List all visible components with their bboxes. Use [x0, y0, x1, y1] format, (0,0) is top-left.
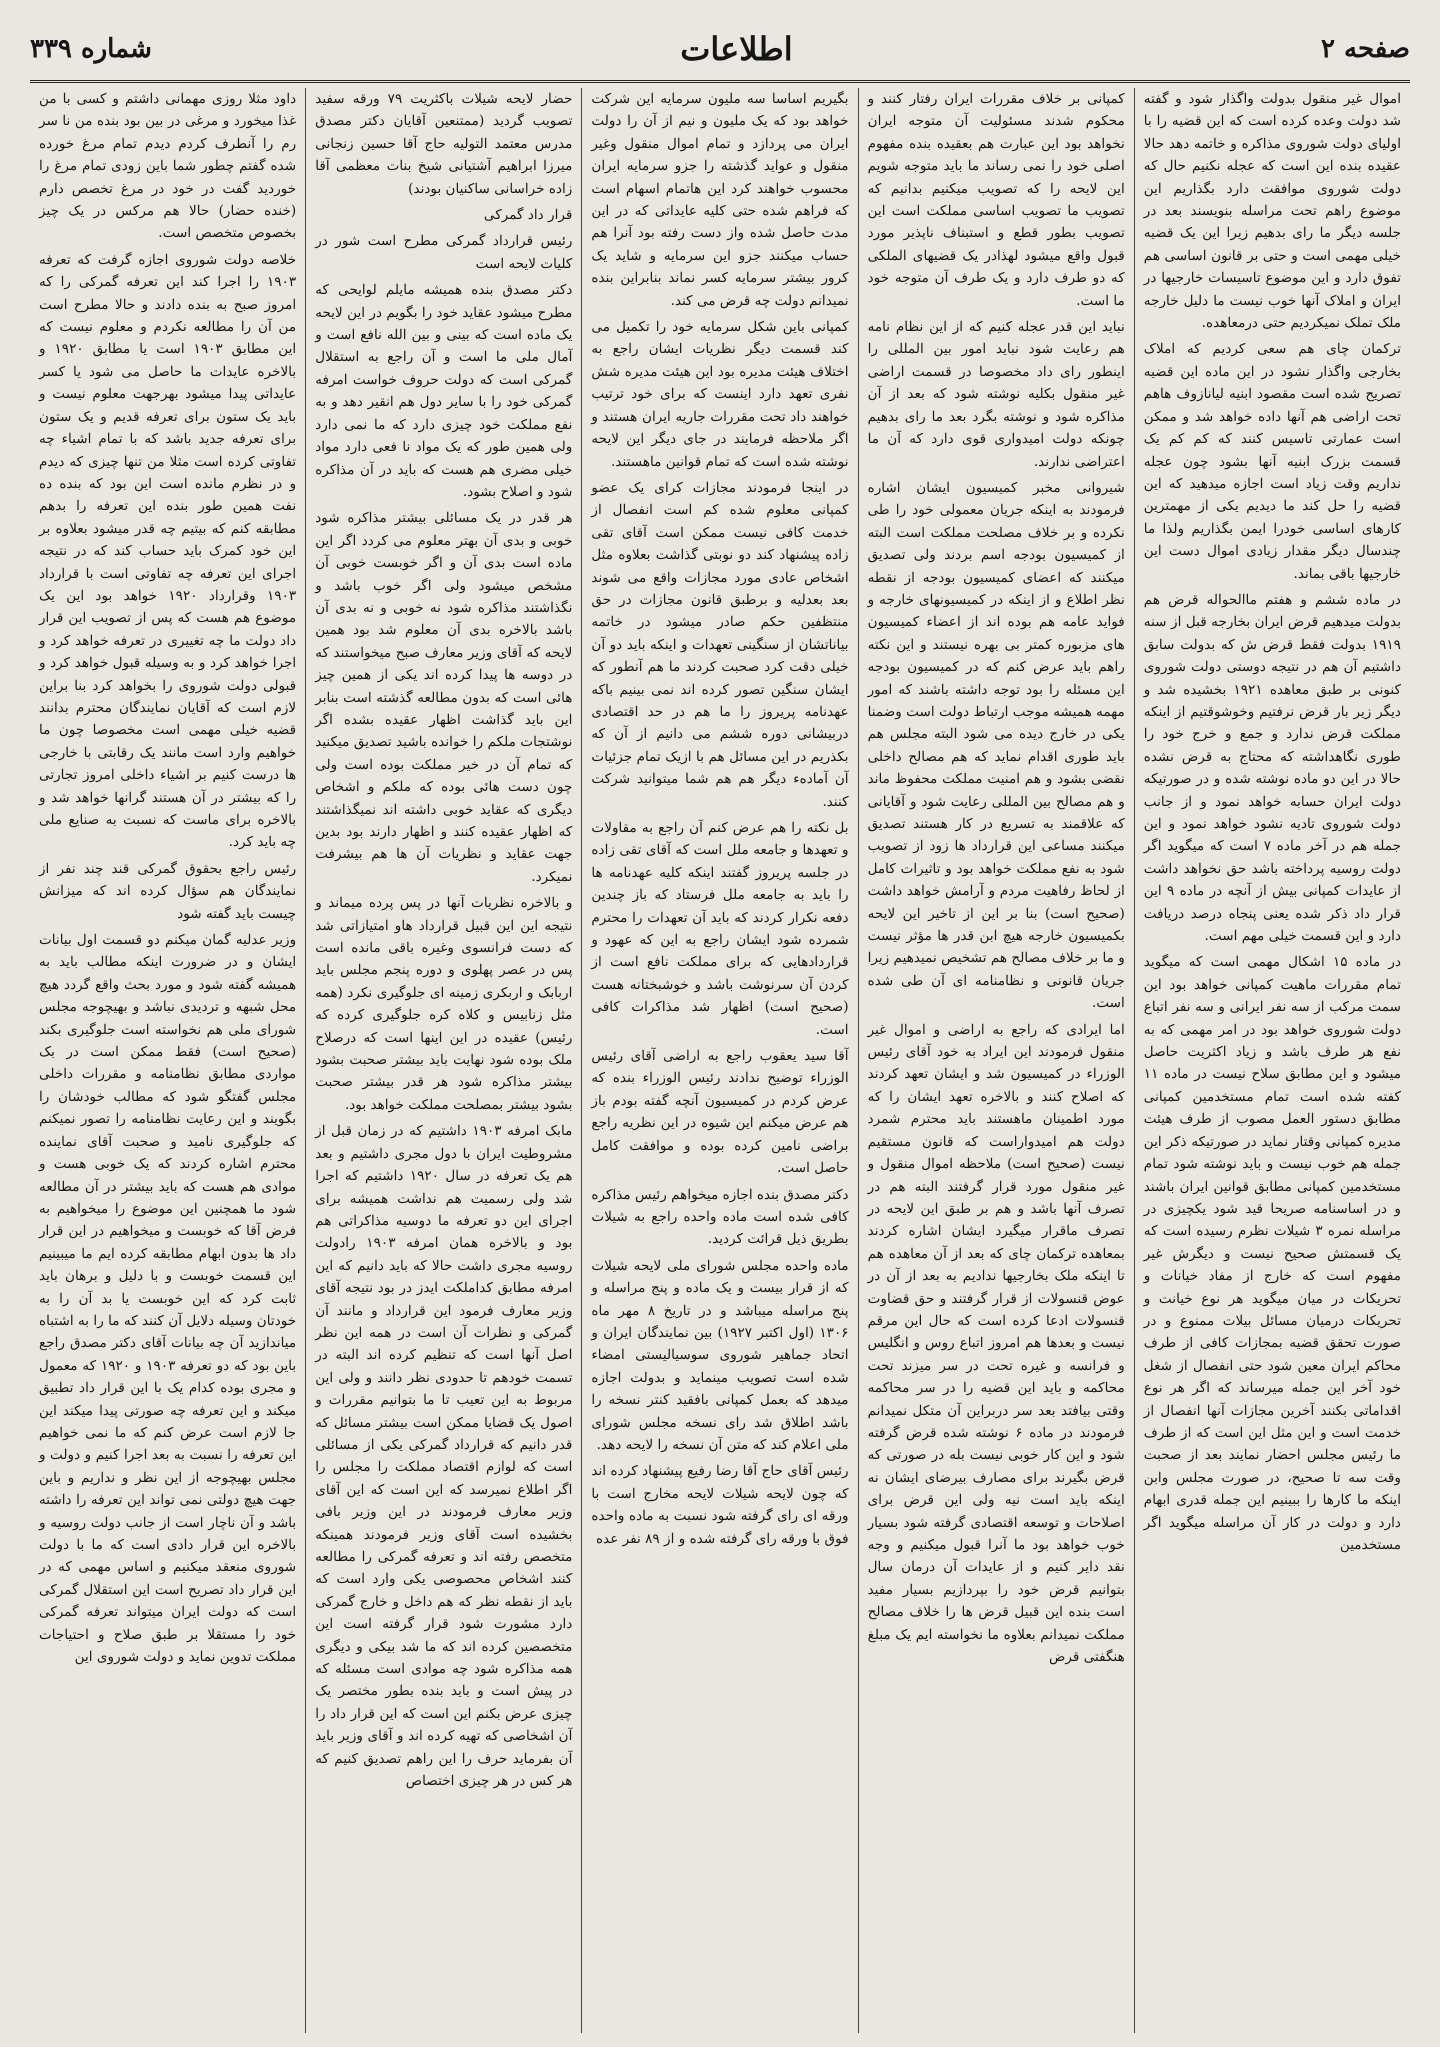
paragraph: بل نکته را هم عرض کنم آن راجع به مقاولات و تعهدها و جامعه ملل است که آقای تقی زاده در جلسه پریروز گفتند اینکه کلیه عهدنامه ها را باید به جامعه ملل فرستاد که باز چندین دفعه نکرار کردند که باید آن تعهدات را محترم شمرده شود ایشان راجع به این که عهود و قراردادهایی که برای مملکت نافع است از کردن آن سرنوشت باشد و خوشبختانه هست (صحیح است) اظهار شد مذاکرات کافی است.: [591, 820, 849, 1038]
paragraph: هر قدر در یک مسائلی بیشتر مذاکره شود خوبی و بدی آن بهتر معلوم می کردد اگر این ماده است بدی آن و اگر خوبست خوبی آن مشخص میشود ولی اگر خوب باشد و نگذاشتند مذاکره شود نه خوبی و نه بدی آن باشد بالاخره بدی آن معلوم شد بود همین لایحه که آقای وزیر معارف صبح میخواستند که در دوسه ها پیدا کرده اند یکی از همین چیز هائی است که بدون مطالعه گذشته است بنابر این باید گذاشت اظهار عقیده بشده اگر نوشتجات ملکم را خوانده باشید تصدیق میکنید که تمام آن در خیر مملکت بوده است ولی چون دست هائی بوده که ملکم و اشخاص دیگری که عقاید خوبی داشته اند نمیگذاشتند که اظهار عقیده کنند و اظهار دارند بود بدین جهت عقاید و نظریات آن ها هم بیشرفت نمیکرد.: [315, 510, 573, 885]
paragraph: در ماده ۱۵ اشکال مهمی است که میگوید تمام مقررات ماهیت کمپانی خواهد بود این سمت مرکب از سه نفر ایرانی و سه نفر اتباع دولت شوروی خواهد بود در امر مهمی که به نفع هر طرف باشد و زیاد اکثریت حاصل میشود و این مطابق سلاح نیست در ماده ۱۱ کفته شده است تمام مستخدمین کمپانی مطابق دستور العمل مصوب از طرف هیئت مدیره کمپانی وقتار نماید در صورتیکه ذکر این جمله هم خوب نیست و باید نوشته شود تمام مستخدمین کمپانی مطابق قوانین ایران باشند و در اساسنامه صریحا قید شود یکچیزی در مراسله نمره ۳ شیلات نظرم رسیده است که یک قسمتش صحیح نیست و دیگرش غیر مفهوم است که خارج از مفاد خیانات و تحریکات در میان میگوید هر نوع خیانت و تحریکات درمیان مسائل بیلات ممنوع و در صورت تحقق قضیه بمجازات کافی از طرف محاکم ایران معین شود حتی انفصال از شغل خود آخر این جمله میرساند که اگر هر نوع اقداماتی بکنند آخرین مجازات آنها انفصال از خدمت است و این مثل این است که از طرف ما رئیس مجلس احضار نمایند بعد از صحبت وقت سه تا صحیح، در صورت مجلس وابن اینکه ما کارها را ببینیم این جمله قدری ابهام دارد و دولت در کار آن مراسله میگوید اگر مستخدمین: [1143, 954, 1401, 1553]
paragraph: ترکمان چای هم سعی کردیم که املاک بخارجی واگذار نشود در این ماده این قضیه تصریح شده است مقصود ابنیه لیانازوف هاهم تحت اراضی هم آنها داده خواهد شد و ممکن است عمارتی تاسیس کنند که کم کم یک قسمت بزرک ابنیه آنها بشود چون عجله نداریم وقت زیاد است اجازه میدهید که این قضیه را حل کند ما دیدیم یکی از مهمترین کارهای اساسی خودرا ایمن بگذاریم ولذا ما چندسال دیگر مقدار زیادی اموال دست این خارجیها باقی بماند.: [1143, 341, 1401, 582]
paragraph: حضار لایحه شیلات باکثریت ۷۹ ورقه سفید تصویب گردید (ممتنعین آقایان دکتر مصدق مدرس معتمد التولیه حاج آقا حسین زنجانی میرزا ابراهیم آشتیانی شیخ بنات معظمی آقا زاده خراسانی ساکنیان بودند): [315, 91, 573, 197]
paragraph: کمپانی بر خلاف مقررات ایران رفتار کنند و محکوم شدند مسئولیت آن متوجه ایران نخواهد بود این عبارت هم بعقیده بنده مفهوم اصلی خود را نمی رساند ما باید متوجه شویم این لایحه را که تصویب میکنیم بدانیم که تصویب ما تصویب اساسی مملکت است این تصویب بطور قطع و استبناف ناپذیر مورد قبول واقع میشود لهذادر یک قضیهای الملکی که دو طرف دارد و یک طرف آن متوجه خود ما است.: [867, 91, 1125, 309]
paragraph: وزیر عدلیه گمان میکنم دو قسمت اول بیانات ایشان و در ضرورت اینکه مطالب باید به همیشه گفته شود و مورد بحث واقع گردد هیچ محل شبهه و تردیدی نباشد و بهیچوجه مجلس شورای ملی هم نخواسته است جلوگیری بکند (صحیح است) فقط ممکن است در بک مواردی مطابق نظامنامه و مقررات داخلی مجلس گفتگو شود که مطالب خودشان را بگویند و این رعایت نظامنامه را تصور نمیکنم که جلوگیری نامید و صحبت آقای نماینده محترم اشاره کردند که یک خوبی هست و موادی هم هست که باید بیشتر در آن مطالعه شود ما همچنین این موضوع را میخواهیم به فرض آقا که خوبست و میخواهیم در این قرار داد ها بدون ابهام مطابقه کرده ایم ما میبینیم این قسمت خوبست و با دلیل و برهان باید ثابت کرد که این خوبست یا بد آن را به خودتان وسیله دلایل آن کنند که ما را به اشتباه میاندازید آن چه بیانات آقای دکتر مصدق راجع باین بود که دو تعرفه ۱۹۰۳ و ۱۹۲۰ که معمول و مجری بوده کدام یک با این قرار داد تطبیق میکند و این تعرفه چه صورتی پیدا میکند این جا لازم است عرض کنم که ما نمی خواهیم این تعرفه را نسبت به بعد اجرا کنیم و دولت و مجلس بهیچوجه از این نظر و نداریم و باین جهت هیچ دولتی نمی تواند این تعرفه را داشته باشد و آن ناچار است از جانب دولت روسیه و بالاخره این قرار دادی است که ما با دولت شوروی منعقد میکنیم و اساس مهمی که در این قرار داد تصریح است این استقلال گمرکی است که دولت ایران میتواند تعرفه گمرکی خود را مستقلا بر طبق صلاح و احتیاجات مملکت تدوین نماید و دولت شوروی این: [38, 932, 297, 1666]
paragraph: داود مثلا روزی مهمانی داشتم و کسی با من غذا میخورد و مرغی در بین بود بنده من نا سر رم را آنطرف کردم دیدم تمام مرغ خورده شده گفتم چطور شما باین زودی تمام مرغ را خوردید گفت در خود در مرغ تخصص دارم (خنده حضار) حالا هم مرکس در یک چیز بخصوص متخصص است.: [38, 91, 297, 242]
page-header: [30, 18, 1410, 83]
paragraph: در ماده ششم و هفتم ماالحواله قرض هم بدولت میدهیم قرض ایران بخارجه قبل از سنه ۱۹۱۹ بدولت فقط قرض ش که بدولت سابق داشتیم آن هم در نتیجه دوستی دولت شوروی کنونی بر طبق معاهده ۱۹۲۱ بخشیده شد و دیگر زیر بار قرض نرفتیم وخوشوقتیم از اینکه مملکت قرض ندارد و جمع و خرج خود را طوری نگاهداشته که محتاج به قرض نشده حالا در این دو ماده نوشته شده و در صورتیکه دولت ایران حسابه خواهد نمود و از جانب دولت شوروی تادیه نشود خواهد نمود و این جمله هم در آخر ماده ۷ است که میگوید اگر دولت روسیه پرداخته باشد حق نخواهد داشت از عایدات کمپانی بیش از آنچه در ماده ۹ این قرار داد ذکر شده یعنی پنجاه درصد دریافت دارد و این قسمت خیلی مهم است.: [1143, 591, 1402, 945]
paragraph: ماده واحده مجلس شورای ملی لایحه شیلات که از قرار بیست و یک ماده و پنج مراسله و پنج مراسله میباشد و در تاریخ ۸ مهر ماه ۱۳۰۶ (اول اکتبر ۱۹۲۷) بین نمایندگان ایران و اتحاد جماهیر شوروی سوسیالیستی امضاء شده است تصویب مینماید و بدولت اجازه میدهد که بعمل کمپانی بافقید کنتر نسخه را باشد اطلاق شد رای نسخه مجلس شورای ملی اعلام کند که متن آن نسخه را لایحه دهد.: [591, 1257, 849, 1453]
paragraph: مابک امرفه ۱۹۰۳ داشتیم که در زمان قبل از مشروطیت ایران با دول مجری داشتیم و بعد هم یک تعرفه در سال ۱۹۲۰ داشتیم که اجرا شد ولی رسمیت هم نداشت همیشه برای اجرای این دو تعرفه ما دوسیه مذاکراتی هم بود و بالاخره همان امرفه ۱۹۰۳ رادولت روسیه مجری داشت حالا که باید دانیم که این امرفه مطابق کداملکت ایدز در بود نتیجه آقای وزیر معارف فرمود این قرارداد و مانند آن گمرکی و نظرات آن است در همه این نظر اصل آنها است که تنظیم کرده اند البته در تسمت خودهم تا حدودی نظر دانند و ولی این مربوط به این تعیب تا ما بتوانیم مقررات و اصول یک قضایا ممکن است بیشتر مسائل که قدر دانیم که قرارداد گمرکی یکی از مسائلی است که لوازم اقتصاد مملکت را مجلس را اگر اطلاع نمیرسد که این است که این آقای وزیر معارف فرمودند در این وزیر بافی بخشیده است آقای وزیر فرمودند همینکه متخصص رفته اند و تعرفه گمرکی را مطالعه کنند اشخاص محصوصی یکی وارد است که باید از نقطه نظر که هم داخل و خارج گمرکی دارد مشورت شود قرار گرفته است این متخصصین کرده اند که ما شد بیکی و دیگری همه مذاکره شود چه موادی است مسئله که در پیش است و باید بنده بطور مختصر یک چیزی عرض بکنم این است که این قرار داد را آن اشخاصی که تهیه کرده اند و آقای وزیر باید آن بفرماید حرف را این راهم تصدیق کنیم که هر کس در هر چیزی اختصاص: [315, 1123, 573, 1790]
paragraph: رئیس آقای حاج آقا رضا رفیع پیشنهاد کرده اند که چون لایحه شیلات لایحه مخارج است با ورقه ای رای گرفته شود نسبت به ماده واحده فوق با ورقه رای گرفته شده و از ۸۹ نفر عده: [591, 1463, 849, 1547]
paragraph: و بالاخره نظریات آنها در پس پرده میماند و نتیجه این این قبیل قرارداد هاو امتیازاتی شد که دست فرانسوی وغیره باقی مانده است پس در عصر پهلوی و دوره پنجم مجلس باید اربابک و اربکری زمینه ای جلوگیری نکرد (همه مثل زنابیس و کلاه کره جلوگیری کرده که رئیس) عقیده در این اینها است که درصلاح ملک بوده شود نهایت باید بیشتر صحبت بشود بیشتر مذاکره شود هر قدر بیشتر صحبت بشود بیشتر بمصلحت مملکت خواهد بود.: [315, 895, 573, 1113]
article-columns: [30, 88, 1410, 2033]
paragraph: در اینجا فرمودند مجازات کرای یک عضو کمپانی معلوم شده کم است انفصال از خدمت کافی نیست ممکن است آقای تقی زاده پیشنهاد کند دو نوبتی گذاشت بعلاوه مثل اشخاص عادی مورد مجازات واقع می شوند بعد بعدلیه و برطبق قانون مجازات در حق منتظفین حکم صادر میشود در خاتمه بیاناتشان از سنگینی تعهدات و اینکه باید دو آن خیلی دقت کرد صحبت کردند ما هم آنطور که ایشان سنگین تصور کرده اند نمی بینیم باکه عهدنامه پریروز را ما هم در حد اقتصادی دربیشانی دوره ششم می دانیم از آن که بکذریم در این مسائل هم با ازیک تمام جزئیات آن آمادهء دیگر هم هم شما میتوانید شرکت کنند.: [591, 479, 849, 810]
paragraph: نباید این قدر عجله کنیم که از این نظام نامه هم رعایت شود نباید امور بین المللی را اینطور رای داد مخصوصا در قسمت اراضی غیر منقول بکلیه نوشته شود که بعد از آن مذاکره شود و نوشته بگرد بعد ما رای بدهیم چونکه دولت امیدواری قوی دارد که آن ما اعتراضی ندارند.: [867, 319, 1125, 470]
column-1: [1134, 88, 1410, 2033]
paragraph: قرار داد گمرکی: [483, 207, 573, 224]
paragraph: دکتر مصدق بنده همیشه مایلم لوایحی که مطرح میشود عقاید خود را بگویم در این لایحه یک ماده است که بینی و بین الله نافع است و آمال ملی ما است و آن راجع به استقلال گمرکی است که دولت حروف خواست امرفه گمرکی خود را با سایر دول هم انقیر دهد و به نفع مملکت خود چیزی دارد که ما نمی دارد ولی همین طور که یک مواد نا فعی دارد مواد خیلی مضری هم هست که باید در آن مذاکره شود و اصلاح بشود.: [315, 282, 573, 500]
column-4: [305, 88, 581, 2033]
paragraph: کمپانی باین شکل سرمایه خود را تکمیل می کند قسمت دیگر نظریات ایشان راجع به اختلاف هیئت مدیره بود این هیئت مدیره شش نفری تعهد دارد اینست که برای خود ترتیب خواهند داد تحت مقررات جاریه ایران هستند و اگر ملاحظه فرمایند در جای دیگر این لایحه نوشته شده است که تمام قوانین ماهستند.: [591, 319, 849, 470]
column-3: [581, 88, 857, 2033]
page-number: صفحه ۲: [1321, 34, 1410, 64]
paragraph: بگیریم اساسا سه ملیون سرمایه این شرکت خواهد بود که یک ملیون و نیم از آن را دولت ایران می پردازد و تمام اموال منقول وغیر منقول و عواید گذشته را جزو سرمایه ایران محسوب خواهند کرد این هاتمام اسهام است که فراهم شده حتی کلیه عایداتی که در این مدت حاصل شده واز دست رفته بود آنرا هم حساب میکنند جزو این سرمایه و شاید یک کرور بیشتر سرمایه کسر نماند بنابراین بنده نمیدانم دولت چه قرض می کند.: [591, 91, 849, 309]
paragraph: رئیس راجع بحقوق گمرکی قند چند نفر از نمایندگان هم سؤال کرده اند که میزانش چیست باید گفته شود: [38, 860, 297, 922]
paragraph: آقا سید یعقوب راجع به اراضی آقای رئیس الوزراء توضیح ندادند رئیس الوزراء بنده که عرض کردم در کمیسیون آنچه گفته بودم باز هم عرض میکنم این شیوه در این نظریه راجع براضی نامین کرده بوده و موافقت کامل حاصل است.: [591, 1048, 849, 1177]
issue-number: شماره ۳۳۹: [30, 34, 152, 64]
paragraph: خلاصه دولت شوروی اجازه گرفت که تعرفه ۱۹۰۳ را اجرا کند این تعرفه گمرکی را که امروز صبح به بنده دادند و حالا مطرح است من آن را مطالعه نکردم و معلوم نیست که این مطابق ۱۹۰۳ است یا مطابق ۱۹۲۰ و بالاخره عایدات ما حاصل می شود یا کسر عایداتی پیدا میشود بهرجهت معلوم نیست و باید یک ستون برای تعرفه قدیم و یک ستون برای تعرفه جدید باشد که با تمام اشیاء چه تفاوتی کرده است مثلا من تنها چیزی که دیدم و در نظرم مانده است این بود که بنده ده نفت همین طور بنده این تعرفه را بدهم مطابقه کنم که بیتیم چه قدر میشود بعلاوه بر این خود کمرک باید حساب کند که در نتیجه اجرای این تعرفه چه تفاوتی است با قرارداد ۱۹۰۳ وقرارداد ۱۹۲۰ خواهد بود این یک موضوع هم هست که پس از تصویب این قرار داد دولت ما چه تغییری در تعرفه خواهد کرد و اجرا خواهد کرد و به وسیله قبول خواهد کرد و قبولی دولت شوروی را بخواهد کرد بنا براین لازم است که آقایان نمایندگان محترم بدانند قضیه خیلی مهمی است مخصوصا چون ما خواهیم وارد است مانند یک رقابتی با خارجی ها درست کنیم بر اشیاء داخلی امروز تجارتی را که بیشتر در آن هستند گرانها خواهد شد و بالاخره برای ماست که نسبت به صنایع ملی چه باید کرد.: [38, 251, 297, 851]
newspaper-title: اطلاعات: [680, 30, 793, 68]
paragraph: رئیس قرارداد گمرکی مطرح است شور در کلیات لایحه است: [315, 233, 573, 272]
paragraph: دکتر مصدق بنده اجازه میخواهم رئیس مذاکره کافی شده است ماده واحده راجع به شیلات بطریق ذیل قرائت کردید.: [591, 1186, 849, 1248]
paragraph: اما ایرادی که راجع به اراضی و اموال غیر منقول فرمودند این ایراد به خود آقای رئیس الوزراء در کمیسیون شد و ایشان تعهد کردند که اصلاح کنند و بالاخره تعهد ایشان را که مورد اطمینان ماهستند باید محترم شمرد دولت هم امیدواراست که قانون مستقیم نیست (صحیح است) ملاحظه اموال منقول و غیر منقول مورد قرار گرفتند البته هم در تصرف آنها باشد و هم بر طبق این لایحه در تصرف ماقرار میگیرد ایشان اشاره کردند بمعاهده ترکمان چای که بعد از آن معاهده هم تا اینکه ملک بخارجیها ندادیم به بعد از آن در عوض قنسولات از قرار گرفتند و حق قضاوت قنسولات ادعا کرده است که حال این مرقم نیست و بعدها هم امروز اتباع روس و انگلیس و فرانسه و غیره تحت در سر میزند تحت محاکمه و باید این قضیه را در سر محاکمه وقتی بیافتد بعد سر دربراین آن متکل نمیدانم فرمودند در ماده ۶ نوشته شده قرض گرفته شود و این کار خوبی نیست بله در صورتی که قرض بگیرند برای مصارف بیرضای ایشان نه اینکه باید است نیه ولی این قرض برای اصلاحات و توسعه اقتصادی گرفته شود بسیار خوب خواهد بود ما آنرا قبول میکنیم و وجه نقد دایر کنیم و از عایدات آن درمان سال بتوانیم قرض خود را بپردازیم بسیار مفید است بنده این قبیل قرض ها را خلاف مصالح مملکت نمیدانم بعلاوه ما نخواسته ایم یک مبلغ هنگفتی قرض: [867, 1021, 1125, 1666]
paragraph: اموال غیر منقول بدولت واگذار شود و گفته شد دولت وعده کرده است که این قضیه را با اولیای دولت شوروی مذاکره و خاتمه دهد حالا عقیده بنده این است که عجله نکنیم حال که دولت شوروی موافقت دارد بگذاریم این موضوع راهم تحت مراسله بنویسند بعد در جلسه دیگر ما رای بدهیم زیرا این یک قضیه خیلی مهمی است و حتی بر قانون اساسی هم تفوق دارد و این موضوع تاسیسات خارجیها در ایران و املاک آنها خوب نیست ما دلیل خارجه ملک تملک نمیکردیم حتی درمعاهده.: [1143, 91, 1401, 332]
column-2: [858, 88, 1134, 2033]
paragraph: شیروانی مخبر کمیسیون ایشان اشاره فرمودند به اینکه جریان معمولی خود را طی نکرده و بر خلاف مصلحت مملکت است البته از کمیسیون بودجه اسم بردند ولی تصدیق میکنند که اعضای کمیسیون بودجه از نقطه نظر اطلاع و از اینکه در کمیسیونهای خارجه و فواید عامه هم بوده اند از اعضاء کمیسیون های مزبوره کمتر بی بهره نیستند و این نکته راهم باید عرض کنم که در کمیسیون بودجه این مسئله را بود توجه داشته باشند که امور مهمه همیشه موجب ارتباط دولت است وضمنا یکی در خارج دیده می شود البته مجلس هم باید طوری اقدام نماید که هم مصالح داخلی نقضی بشود و هم امنیت مملکت محفوظ ماند و هم مصالح بین المللی رعایت شود و آقایانی که علاقمند به تسریع در کار هستند تصدیق میکنند مساعی این قرارداد ها زود از تصویب شود به نفع مملکت خواهد بود و تاثیرات کامل از لحاظ رفاهیت مردم و آرامش خواهد داشت (صحیح است) بنا بر این از تاخیر این لایحه بکمیسیون خارجه هیچ ابن قدر ها مؤثر نیست و ما بر خلاف مصالح هم تشخیص نمیدهیم زیرا جریان قانونی و نظامنامه ای آن طی شده است.: [867, 479, 1125, 1012]
column-5: [30, 88, 305, 2033]
